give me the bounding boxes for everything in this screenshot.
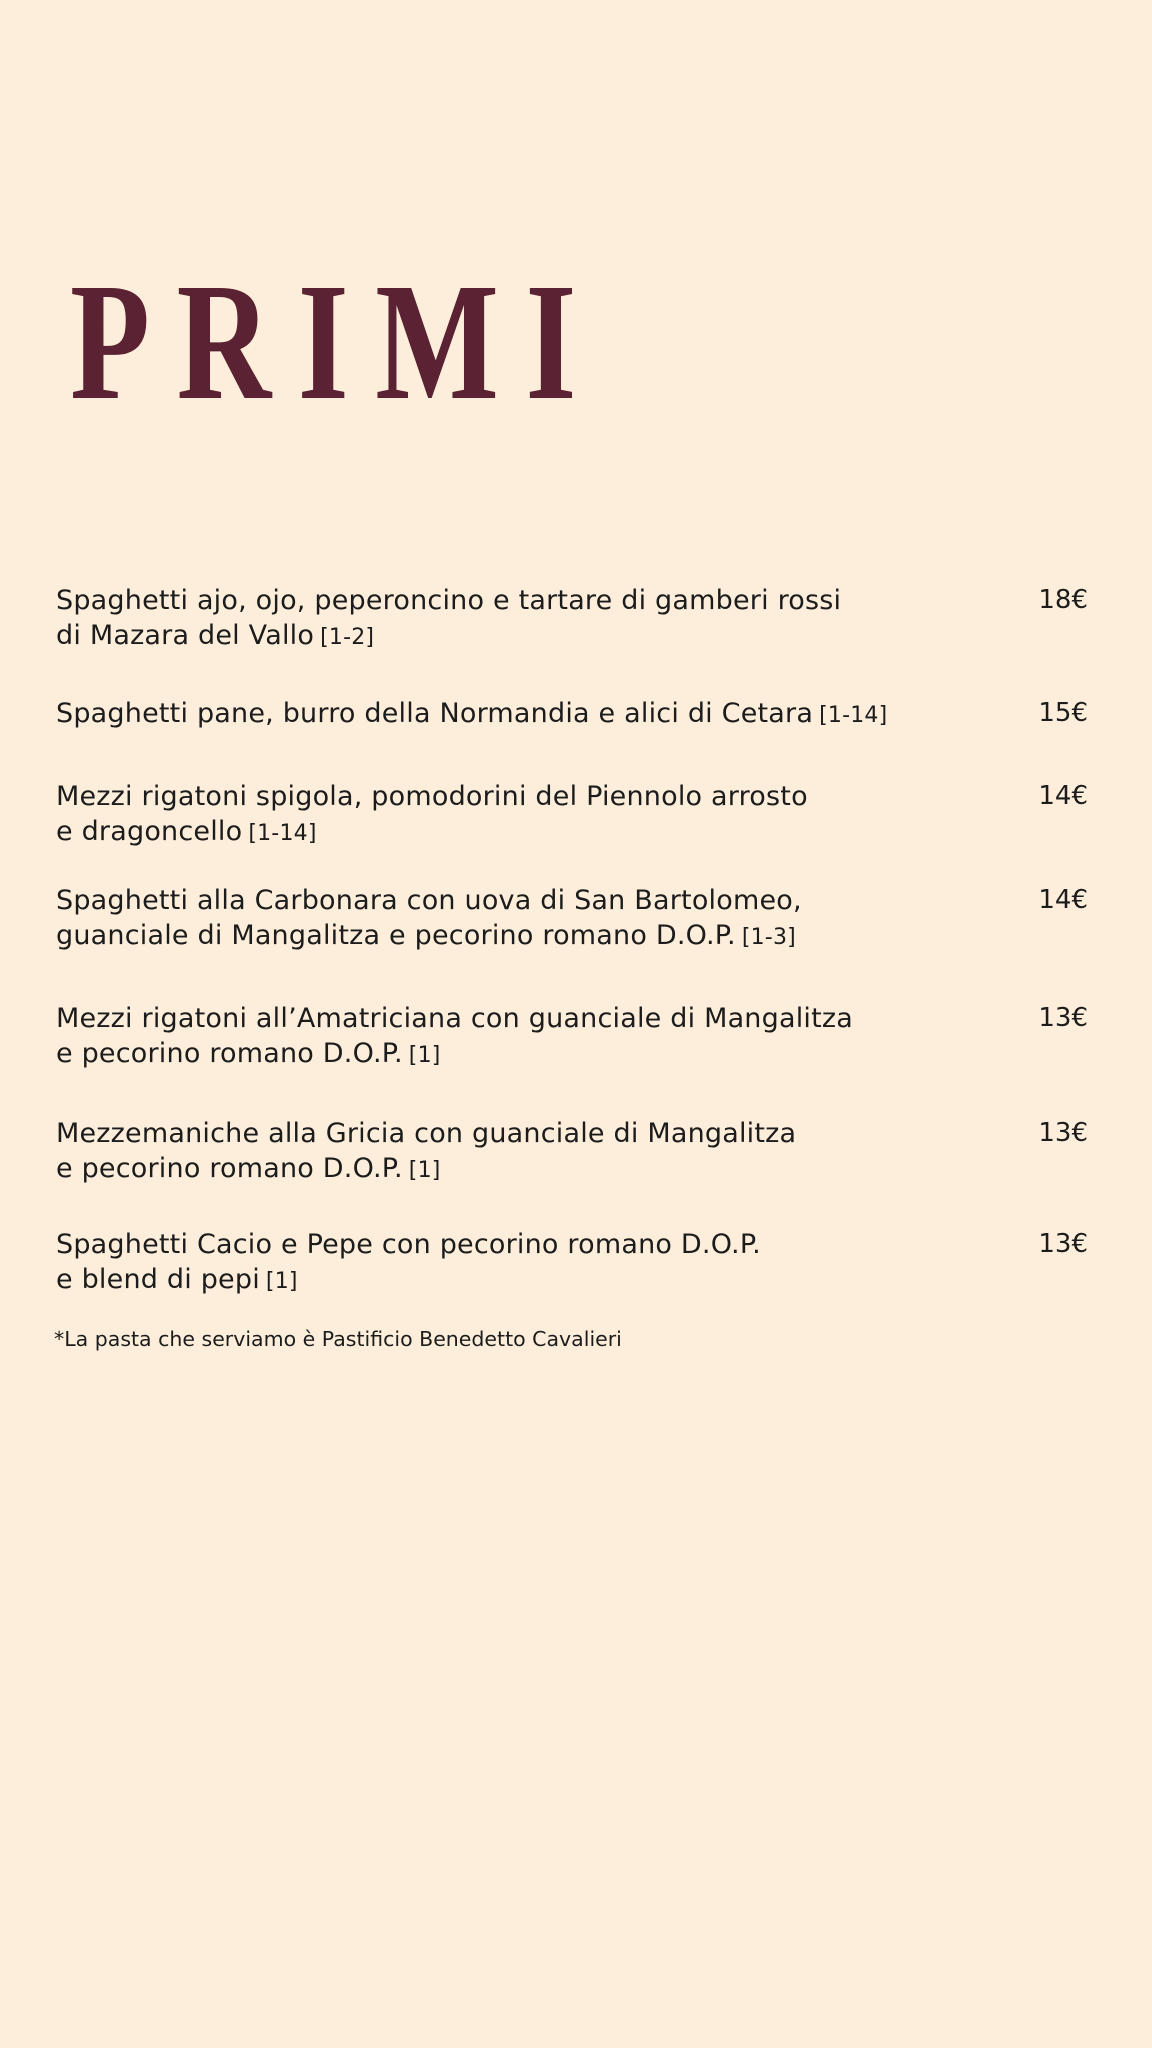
menu-item-2 bbox=[56, 696, 1088, 733]
page-title: PRIMI bbox=[70, 249, 603, 435]
menu-item-description bbox=[56, 1227, 916, 1299]
menu-item-price: 13€ bbox=[1038, 1229, 1088, 1259]
menu-item-description bbox=[56, 883, 916, 955]
allergen-codes: [1] bbox=[408, 1158, 441, 1183]
menu-item-price: 15€ bbox=[1038, 698, 1088, 728]
menu-item-description bbox=[56, 779, 916, 851]
menu-item-3 bbox=[56, 779, 1088, 851]
allergen-codes: [1] bbox=[408, 1043, 441, 1068]
menu-item-price: 14€ bbox=[1038, 781, 1088, 811]
menu-item-price: 13€ bbox=[1038, 1118, 1088, 1148]
menu-item-line1: Mezzi rigatoni spigola, pomodorini del Piennolo arrosto bbox=[56, 781, 808, 812]
menu-item-line2: guanciale di Mangalitza e pecorino romano D.O.P. [1-3] bbox=[56, 920, 796, 951]
allergen-codes: [1] bbox=[265, 1269, 298, 1294]
allergen-codes: [1-14] bbox=[248, 821, 317, 846]
allergen-codes: [1-2] bbox=[320, 625, 375, 650]
menu-item-line1: Spaghetti pane, burro della Normandia e alici di Cetara [1-14] bbox=[56, 698, 888, 729]
menu-item-description bbox=[56, 696, 916, 733]
menu-item-line2: di Mazara del Vallo [1-2] bbox=[56, 620, 375, 651]
menu-item-5 bbox=[56, 1001, 1088, 1073]
menu-item-4 bbox=[56, 883, 1088, 955]
menu-item-line2: e blend di pepi [1] bbox=[56, 1264, 298, 1295]
menu-item-price: 14€ bbox=[1038, 885, 1088, 915]
menu-item-price: 13€ bbox=[1038, 1003, 1088, 1033]
menu-item-line2: e dragoncello [1-14] bbox=[56, 816, 317, 847]
menu-item-description bbox=[56, 583, 916, 655]
menu-item-line1: Spaghetti alla Carbonara con uova di San Bartolomeo, bbox=[56, 885, 802, 916]
menu-item-line1: Spaghetti ajo, ojo, peperoncino e tartare di gamberi rossi bbox=[56, 585, 842, 616]
allergen-codes: [1-14] bbox=[819, 703, 888, 728]
menu-item-price: 18€ bbox=[1038, 585, 1088, 615]
allergen-codes: [1-3] bbox=[741, 925, 796, 950]
menu-item-line2: e pecorino romano D.O.P. [1] bbox=[56, 1153, 441, 1184]
menu-item-line1: Spaghetti Cacio e Pepe con pecorino romano D.O.P. bbox=[56, 1229, 761, 1260]
footnote: *La pasta che serviamo è Pastificio Benedetto Cavalieri bbox=[54, 1327, 622, 1351]
menu-item-description bbox=[56, 1001, 916, 1073]
menu-item-6 bbox=[56, 1116, 1088, 1188]
menu-item-line2: e pecorino romano D.O.P. [1] bbox=[56, 1038, 441, 1069]
menu-item-7 bbox=[56, 1227, 1088, 1299]
menu-item-line1: Mezzemaniche alla Gricia con guanciale di Mangalitza bbox=[56, 1118, 797, 1149]
menu-item-description bbox=[56, 1116, 916, 1188]
menu-item-line1: Mezzi rigatoni all’Amatriciana con guanciale di Mangalitza bbox=[56, 1003, 854, 1034]
menu-item-1 bbox=[56, 583, 1088, 655]
